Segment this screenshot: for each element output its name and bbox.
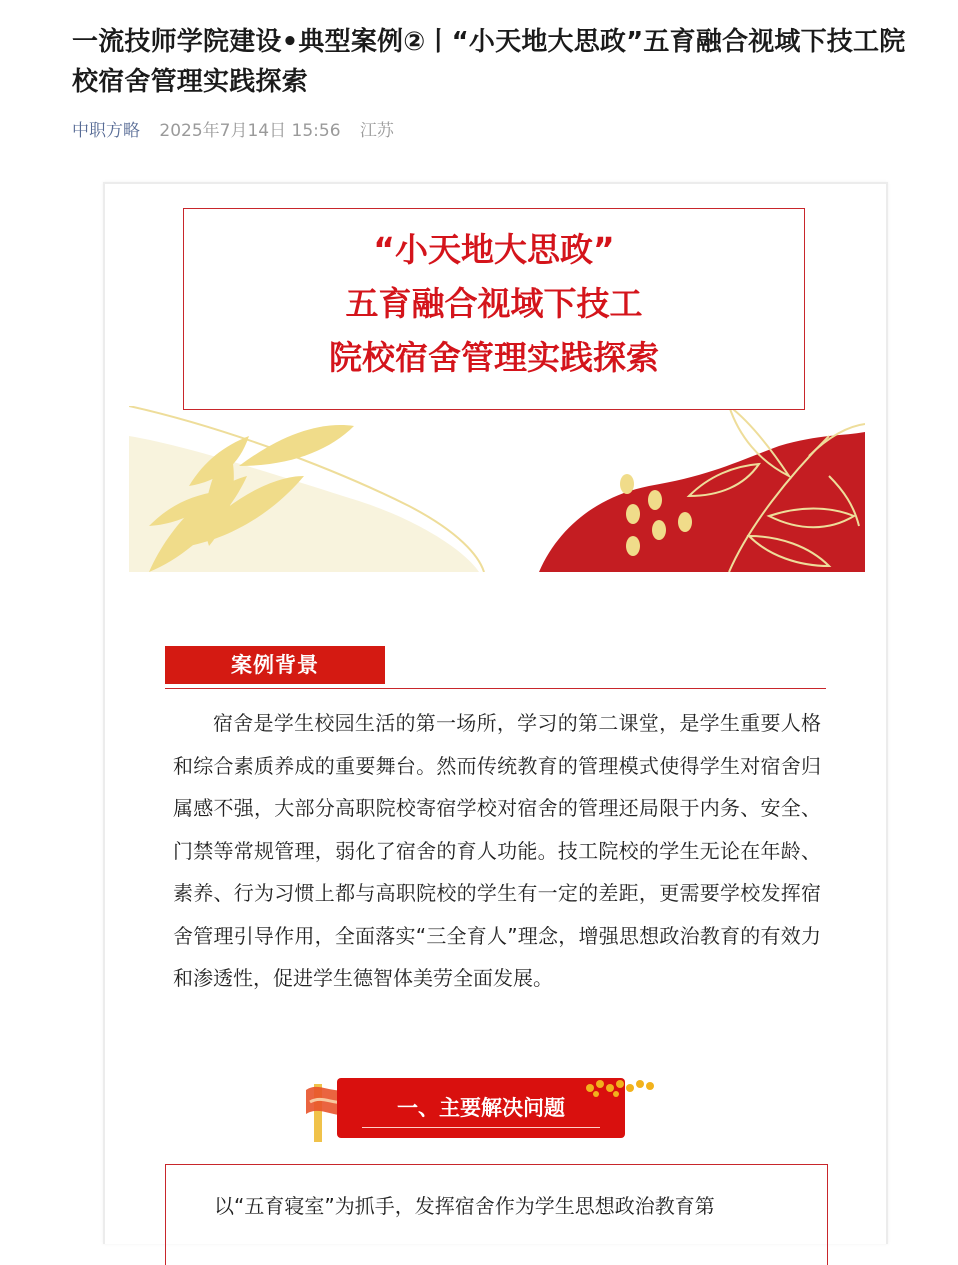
banner-line-1: “小天地大思政” — [373, 230, 615, 269]
article-title: 一流技师学院建设•典型案例②丨“小天地大思政”五育融合视域下技工院校宿舍管理实践探索 — [72, 27, 906, 97]
problems-paragraph: 以“五育寝室”为抓手，发挥宿舍作为学生思想政治教育第 — [214, 1194, 715, 1218]
author-link[interactable]: 中职方略 — [72, 121, 140, 141]
problems-content-box — [165, 1164, 828, 1265]
background-paragraph: 宿舍是学生校园生活的第一场所，学习的第二课堂，是学生重要人格和综合素质养成的重要舞台。然而传统教育的管理模式使得学生对宿舍归属感不强，大部分高职院校寄宿学校对宿舍的管理还局限于内务、安全、门禁等常规管理，弱化了宿舍的育人功能。技工院校的学生无论在年龄、素养、行为习惯上都与高职院校的学生有一定的差距，更需要学校发挥宿舍管理引导作用，全面落实“三全育人”理念，增强思想政治教育的有效力和渗透性，促进学生德智体美劳全面发展。 — [173, 711, 821, 990]
banner-line-3: 院校宿舍管理实践探索 — [329, 338, 659, 377]
section-heading-label: 一、主要解决问题 — [337, 1078, 625, 1138]
article-meta — [72, 116, 394, 141]
section-heading-problems — [300, 1072, 670, 1152]
banner-line-2: 五育融合视域下技工 — [345, 284, 643, 323]
heading-underline — [362, 1127, 600, 1128]
section-header-background — [165, 646, 826, 689]
publish-date: 2025年7月14日 15:56 — [159, 121, 341, 141]
decorative-dots-icon — [582, 1072, 662, 1102]
section-tag-label: 案例背景 — [165, 646, 385, 684]
article-content-card — [103, 182, 888, 1244]
banner-illustration — [129, 406, 865, 572]
location: 江苏 — [359, 121, 394, 141]
banner-title-box — [183, 208, 805, 410]
